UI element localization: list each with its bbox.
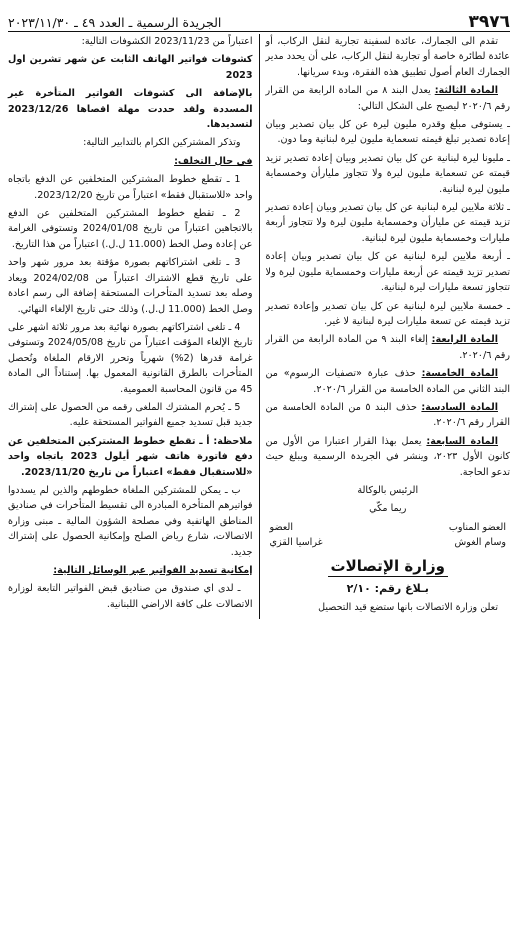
article-7-text: يعمل بهذا القرار اعتبارا من الأول من كانون الأول ٢٠٢٣، وينشر في الجريدة الرسمية ويبلغ حيث تدعو الحاجة.	[265, 435, 510, 478]
fee-item-5: ـ خمسة ملايين ليرة لبنانية عن كل بيان تصدير وإعادة تصدير تزيد قيمته عن تسعة مليارات ليرة لبنانية لا غير.	[265, 300, 510, 327]
article-6	[266, 400, 511, 431]
measure-5: 5 ـ يُحرم المشترك الملغى رقمه من الحصول على إشتراك جديد قبل تسديد جميع الفواتير المستحقة عليه.	[8, 401, 253, 429]
left-p3: بالإضافة الى كشوفات الفواتير المتأخرة غير المسددة ولقد حددت مهلة اقصاها 2023/12/26 لتسديدها.	[8, 88, 253, 131]
left-column	[8, 34, 260, 619]
left-p1: اعتباراً من 2023/11/23 الكشوفات التالية:	[81, 36, 253, 47]
default-heading: في حال التخلف:	[174, 155, 253, 167]
member-label: العضو	[269, 521, 293, 533]
article-5-text: حذف عبارة «تصفيات الرسوم» من البند الثاني من المادة الخامسة من القرار ٢٠٢٠/٦.	[265, 368, 510, 395]
article-6-label: المادة السادسة:	[421, 401, 498, 413]
left-p4: وتذكر المشتركين الكرام بالتدابير التالية:	[83, 137, 241, 149]
page-header	[8, 4, 510, 30]
fee-item-1: ـ يستوفى مبلغ وقدره مليون ليرة عن كل بيان تصدير وبيان إعادة تصدير تبلغ قيمته تسعماية مليون ليرة لبنانية وما دون.	[265, 119, 510, 146]
notice-number: بـلاغ رقم: ٢/١٠	[346, 582, 429, 595]
measure-3: 3 ـ تلغى اشتراكاتهم بصورة مؤقتة بعد مرور شهر واحد على تاريخ قطع الاشتراك اعتباراً من 2024/02/08 ويعاد وصله بعد تسديد المتأخرات المستحقة إضافة الى رسم اعادة وصل الخط (11.000 ل.ل.) وذلك حتى تاريخ الإلغاء النهائي.	[8, 257, 253, 315]
deputy-member-name: وسام الغوش	[454, 537, 506, 549]
article-5	[266, 366, 511, 397]
page-number: ٣٩٧٦	[468, 11, 510, 32]
note-b: ب ـ يمكن للمشتركين الملغاة خطوطهم والذين لم يسددوا فواتيرهم المتأخرة المبادرة الى تقسيط المتأخرات في صناديق المناطق الهاتفية وفي مصلحة الشؤون المالية ـ مبنى وزارة الاتصالات، شارع رياض الصلح وإمكانية الحصول على إشتراك جديد.	[8, 484, 253, 558]
decision-intro: تقدم الى الجمارك، عائدة لسفينة تجارية لنقل الركاب، أو عائدة لطائرة خاصة أو تجارية لنقل الركاب، على أن يحدد مدير الجمارك العام أصول تطبيق هذه الفقرة، وبدء سريانها.	[265, 36, 510, 78]
payment-method-1: ـ لدى اي صندوق من صناديق قبض الفواتير التابعة لوزارة الاتصالات على كافة الاراضي اللبنانية.	[8, 583, 253, 610]
notice-text: تعلن وزارة الاتصالات بانها ستضع قيد التحصيل	[318, 602, 498, 614]
signature-title: الرئيس بالوكالة	[357, 484, 419, 496]
measure-2: 2 ـ تقطع خطوط المشتركين المتخلفين عن الدفع بالاتجاهين اعتباراً من تاريخ 2024/01/08 وتستوفى الغرامة عن إعادة وصل الخط (11.000 ل.ل.) اعتباراً من هذا التاريخ.	[8, 208, 253, 250]
signature-name: ريما مكّي	[369, 503, 407, 515]
article-3-label: المادة الثالثة:	[434, 85, 498, 97]
article-4-label: المادة الرابعة:	[431, 334, 499, 346]
right-column	[260, 34, 511, 619]
measure-1: 1 ـ تقطع خطوط المشتركين المتخلفين عن الدفع باتجاه واحد «للاستقبال فقط» اعتباراً من تاريخ 2023/12/20.	[8, 174, 253, 201]
two-columns	[8, 34, 510, 619]
member-name: غراسيا القزي	[269, 537, 323, 549]
article-4-text: إلغاء البند ٩ من المادة الرابعة من القرار رقم ٢٠٢٠/٦.	[265, 334, 510, 361]
ministry-rule	[328, 576, 448, 577]
header-rule	[8, 31, 510, 32]
article-3	[266, 83, 511, 114]
ministry-heading: وزارة الإتصالات	[330, 556, 445, 575]
deputy-member-label: العضو المناوب	[448, 521, 506, 533]
signature-names-row	[266, 535, 511, 550]
payment-heading: إمكانية تسديد الفواتير عبر الوسائل التالية:	[53, 565, 253, 576]
article-6-text: حذف البند ٥ من المادة الخامسة من القرار رقم ٢٠٢٠/٦.	[265, 401, 510, 429]
article-5-label: المادة الخامسة:	[421, 368, 498, 380]
fee-item-3: ـ ثلاثة ملايين ليرة لبنانية عن كل بيان تصدير وبيان إعادة تصدير تزيد قيمته عن مليارأن وخمسماية مليون ليرة ولا تتجاوز أربعة مليارات وخمسماية مليون ليرة لبنانية.	[265, 202, 510, 244]
running-title: الجريدة الرسمية ـ العدد ٤٩ ـ ٢٠٢٣/١١/٣٠	[8, 14, 222, 30]
article-4	[266, 332, 511, 363]
fee-item-4: ـ أربعة ملايين ليرة لبنانية عن كل بيان تصدير وبيان إعادة تصدير تزيد قيمته عن أربعة مليارات وخمسماية مليون ليرة ولا تتجاوز تسعة مليارات ليرة لبنانية.	[265, 251, 510, 294]
signature-labels-row	[266, 520, 511, 535]
article-3-text: يعدل البند ٨ من المادة الرابعة من القرار رقم ٢٠٢٠/٦ ليصبح على الشكل التالي:	[265, 85, 510, 112]
article-7	[266, 434, 511, 480]
measure-4: 4 ـ تلغى اشتراكاتهم بصورة نهائية بعد مرور ثلاثة اشهر على تاريخ الإلغاء المؤقت اعتباراً من تاريخ 2024/05/08 وتستوفى غرامة قدرها (2%) شهرياً وتحرر الارقام الملغاة وتُحصل المتأخرات بالطرق القانونية المعمول بها. إستناداً الى المادة 45 من قانون المحاسبة العمومية.	[8, 321, 253, 395]
note-a: ملاحظة: أ ـ تقطع خطوط المشتركين المتخلفين عن دفع فاتورة هاتف شهر أيلول 2023 باتجاه واحد «للاستقبال فقط» اعتباراً من تاريخ 2023/11/20.	[8, 435, 253, 478]
article-7-label: المادة السابعة:	[426, 435, 499, 447]
left-p2: كشوفات فواتير الهاتف الثابت عن شهر تشرين اول 2023	[8, 54, 253, 81]
fee-item-2: ـ مليونا ليرة لبنانية عن كل بيان تصدير وبيان إعادة تصدير تزيد قيمته عن تسعماية مليون ليرة ولا تتجاوز مليارأن وخمسماية مليون ليرة لبنانية.	[265, 152, 510, 195]
